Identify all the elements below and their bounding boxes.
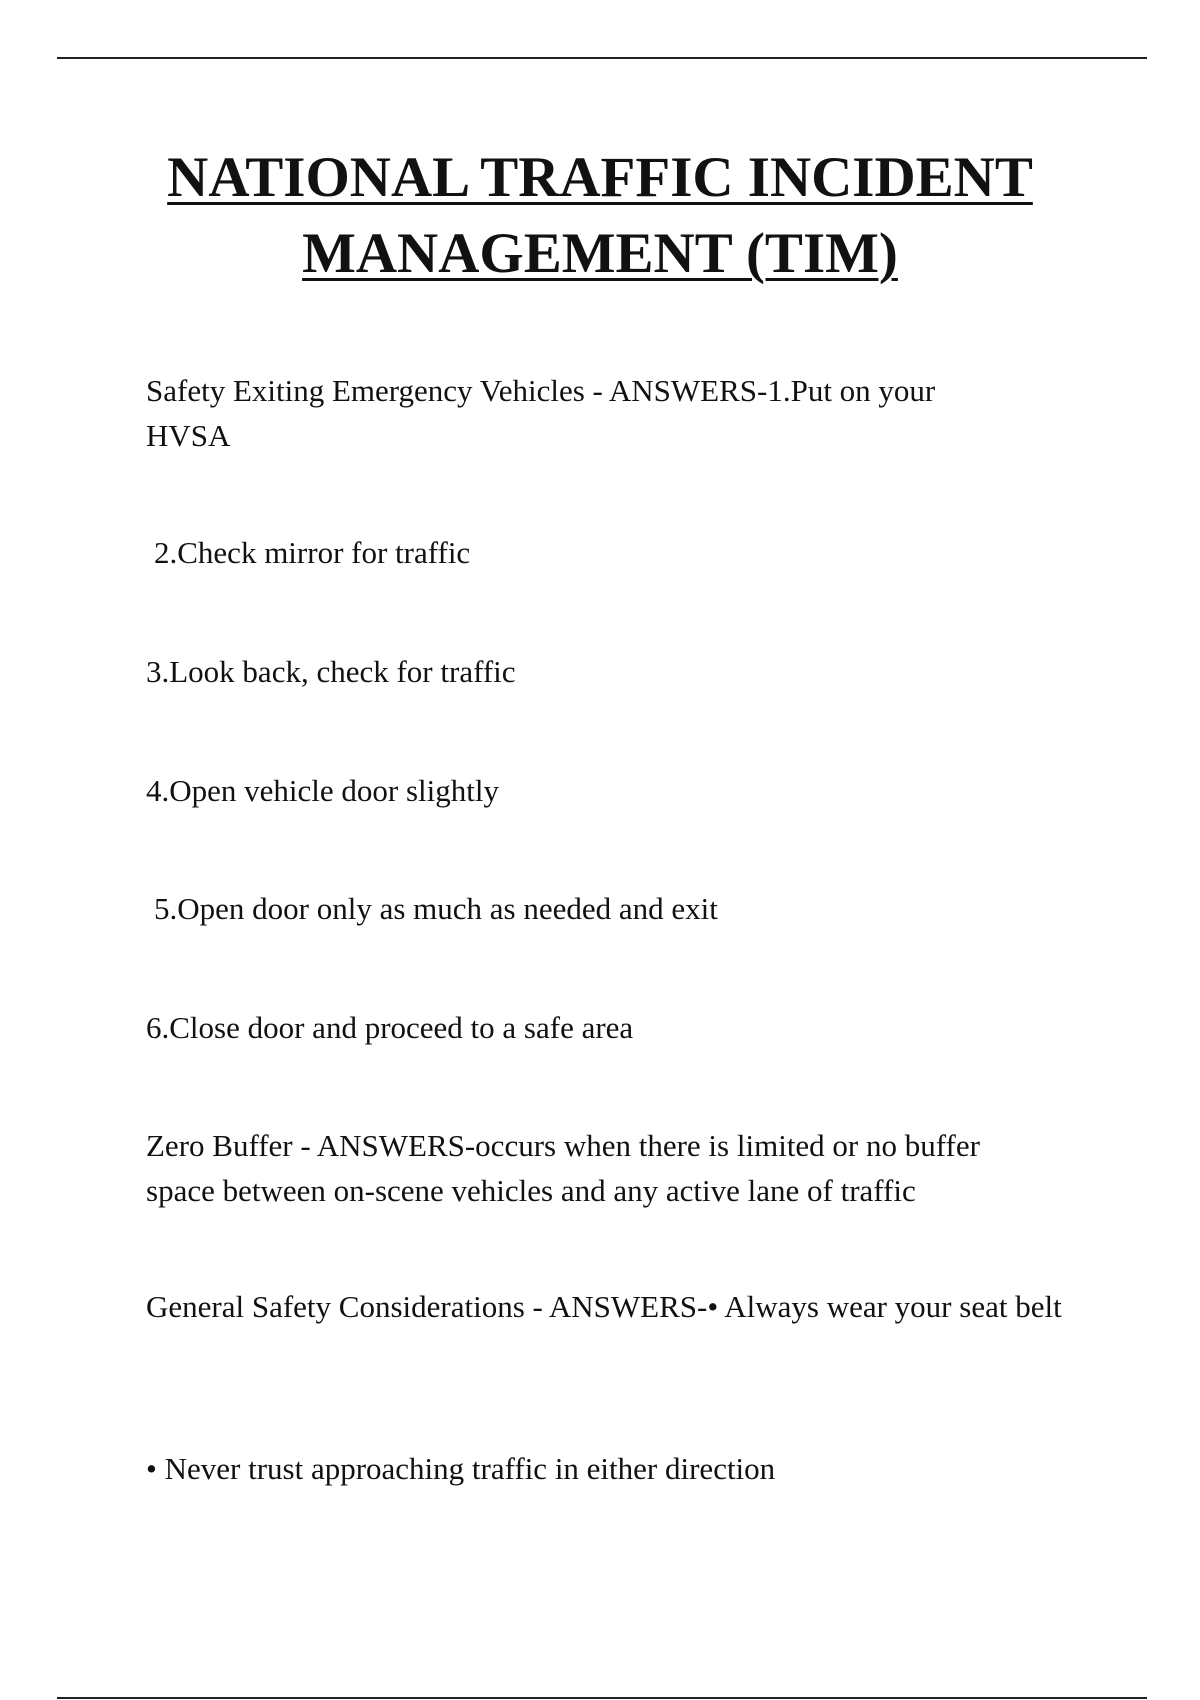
page-title bbox=[0, 140, 1200, 292]
paragraph-step-6: 6.Close door and proceed to a safe area bbox=[146, 1010, 634, 1045]
paragraph-step-2: 2.Check mirror for traffic bbox=[154, 535, 471, 570]
paragraph-step-4: 4.Open vehicle door slightly bbox=[146, 773, 499, 808]
paragraph-step-3: 3.Look back, check for traffic bbox=[146, 654, 516, 689]
top-divider bbox=[57, 57, 1147, 59]
paragraph-general-safety: General Safety Considerations - ANSWERS-• Always wear your seat belt bbox=[146, 1289, 1062, 1324]
title-line-1: NATIONAL TRAFFIC INCIDENT bbox=[167, 146, 1033, 209]
paragraph-zero-buffer: Zero Buffer - ANSWERS-occurs when there is limited or no buffer space between on-scene vehicles and any active lane of traffic bbox=[146, 1128, 980, 1208]
paragraph-never-trust: • Never trust approaching traffic in either direction bbox=[146, 1451, 776, 1486]
title-line-2: MANAGEMENT (TIM) bbox=[302, 222, 898, 285]
paragraph-step-5: 5.Open door only as much as needed and exit bbox=[154, 891, 718, 926]
bottom-divider bbox=[57, 1697, 1147, 1699]
paragraph-safety-exiting: Safety Exiting Emergency Vehicles - ANSWERS-1.Put on your HVSA bbox=[146, 373, 936, 453]
